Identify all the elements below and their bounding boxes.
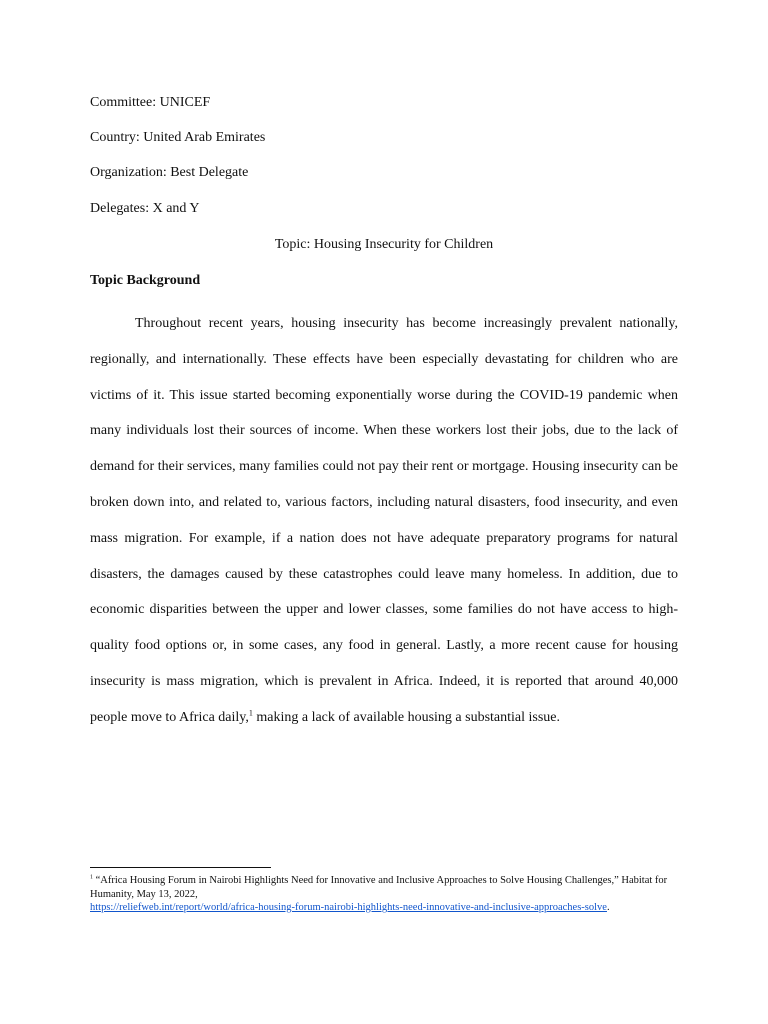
body-paragraph xyxy=(90,306,678,736)
committee-line: Committee: UNICEF xyxy=(90,95,211,110)
delegates-line: Delegates: X and Y xyxy=(90,201,200,216)
country-line: Country: United Arab Emirates xyxy=(90,130,266,145)
section-heading: Topic Background xyxy=(90,273,201,288)
body-text-main: Throughout recent years, housing insecurity has become increasingly prevalent nationally, regionally, and internationally. These effects have been especially devastating for children who are victims of it. This issue started becoming exponentially worse during the COVID-19 pandemic when many individuals lost their sources of income. When these workers lost their jobs, due to the lack of demand for their services, many families could not pay their rent or mortgage. Housing insecurity can be broken down into, and related to, various factors, including natural disasters, food insecurity, and even mass migration. For example, if a nation does not have adequate preparatory programs for natural disasters, the damages caused by these catastrophes could leave many homeless. In addition, due to economic disparities between the upper and lower classes, some families do not have access to high-quality food options or, in some cases, any food in general. Lastly, a more recent cause for housing insecurity is mass migration, which is prevalent in Africa. Indeed, it is reported that around 40,000 people move to Africa daily, xyxy=(90,316,678,725)
body-text-end: making a lack of available housing a substantial issue. xyxy=(252,709,561,725)
footnote-trailing: . xyxy=(606,902,610,913)
footnote-marker: 1 xyxy=(90,874,93,881)
footnote-citation: “Africa Housing Forum in Nairobi Highlights Need for Innovative and Inclusive Approaches to Solve Housing Challenges,” Habitat for Humanity, May 13, 2022, xyxy=(90,875,668,900)
topic-title: Topic: Housing Insecurity for Children xyxy=(274,237,494,252)
footnote xyxy=(90,874,690,915)
organization-line: Organization: Best Delegate xyxy=(90,165,249,180)
footnote-separator xyxy=(90,867,271,868)
footnote-reference[interactable]: 1 xyxy=(248,708,253,718)
footnote-link[interactable]: https://reliefweb.int/report/world/africa-housing-forum-nairobi-highlights-need-innovative-and-inclusive-approaches-solve xyxy=(90,902,607,913)
